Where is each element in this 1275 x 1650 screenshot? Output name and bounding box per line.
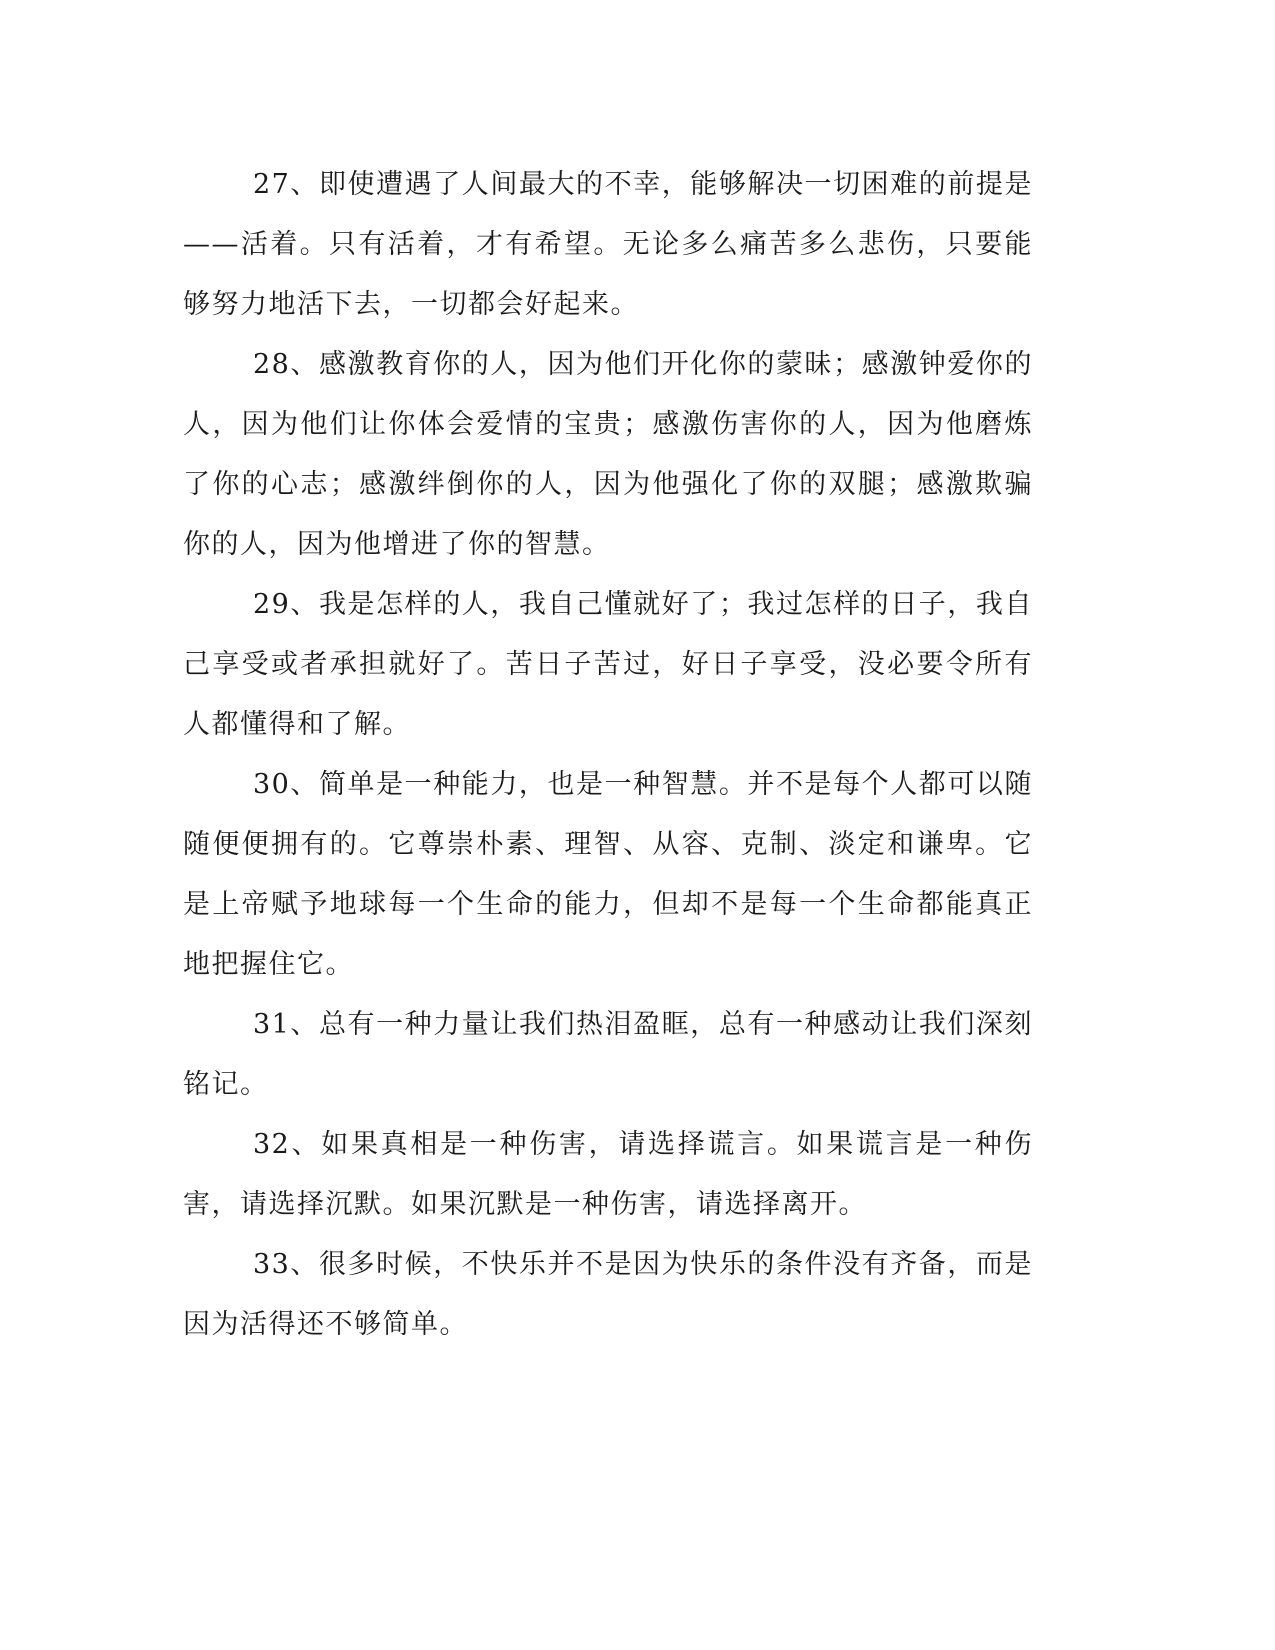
paragraph-33: 33、很多时候，不快乐并不是因为快乐的条件没有齐备，而是因为活得还不够简单。 [183,1249,1033,1340]
paragraph-31: 31、总有一种力量让我们热泪盈眶，总有一种感动让我们深刻铭记。 [183,1009,1033,1100]
document-body [183,155,1033,1355]
paragraph-30: 30、简单是一种能力，也是一种智慧。并不是每个人都可以随随便便拥有的。它尊崇朴素、理智、从容、克制、淡定和谦卑。它是上帝赋予地球每一个生命的能力，但却不是每一个生命都能真正地把握住它。 [183,769,1033,980]
paragraph-29: 29、我是怎样的人，我自己懂就好了；我过怎样的日子，我自己享受或者承担就好了。苦日子苦过，好日子享受，没必要令所有人都懂得和了解。 [183,589,1033,740]
paragraph-27: 27、即使遭遇了人间最大的不幸，能够解决一切困难的前提是——活着。只有活着，才有希望。无论多么痛苦多么悲伤，只要能够努力地活下去，一切都会好起来。 [183,169,1033,320]
paragraph-28: 28、感激教育你的人，因为他们开化你的蒙昧；感激钟爱你的人，因为他们让你体会爱情的宝贵；感激伤害你的人，因为他磨炼了你的心志；感激绊倒你的人，因为他强化了你的双腿；感激欺骗你的人，因为他增进了你的智慧。 [183,349,1033,560]
paragraph-32: 32、如果真相是一种伤害，请选择谎言。如果谎言是一种伤害，请选择沉默。如果沉默是一种伤害，请选择离开。 [183,1129,1033,1220]
